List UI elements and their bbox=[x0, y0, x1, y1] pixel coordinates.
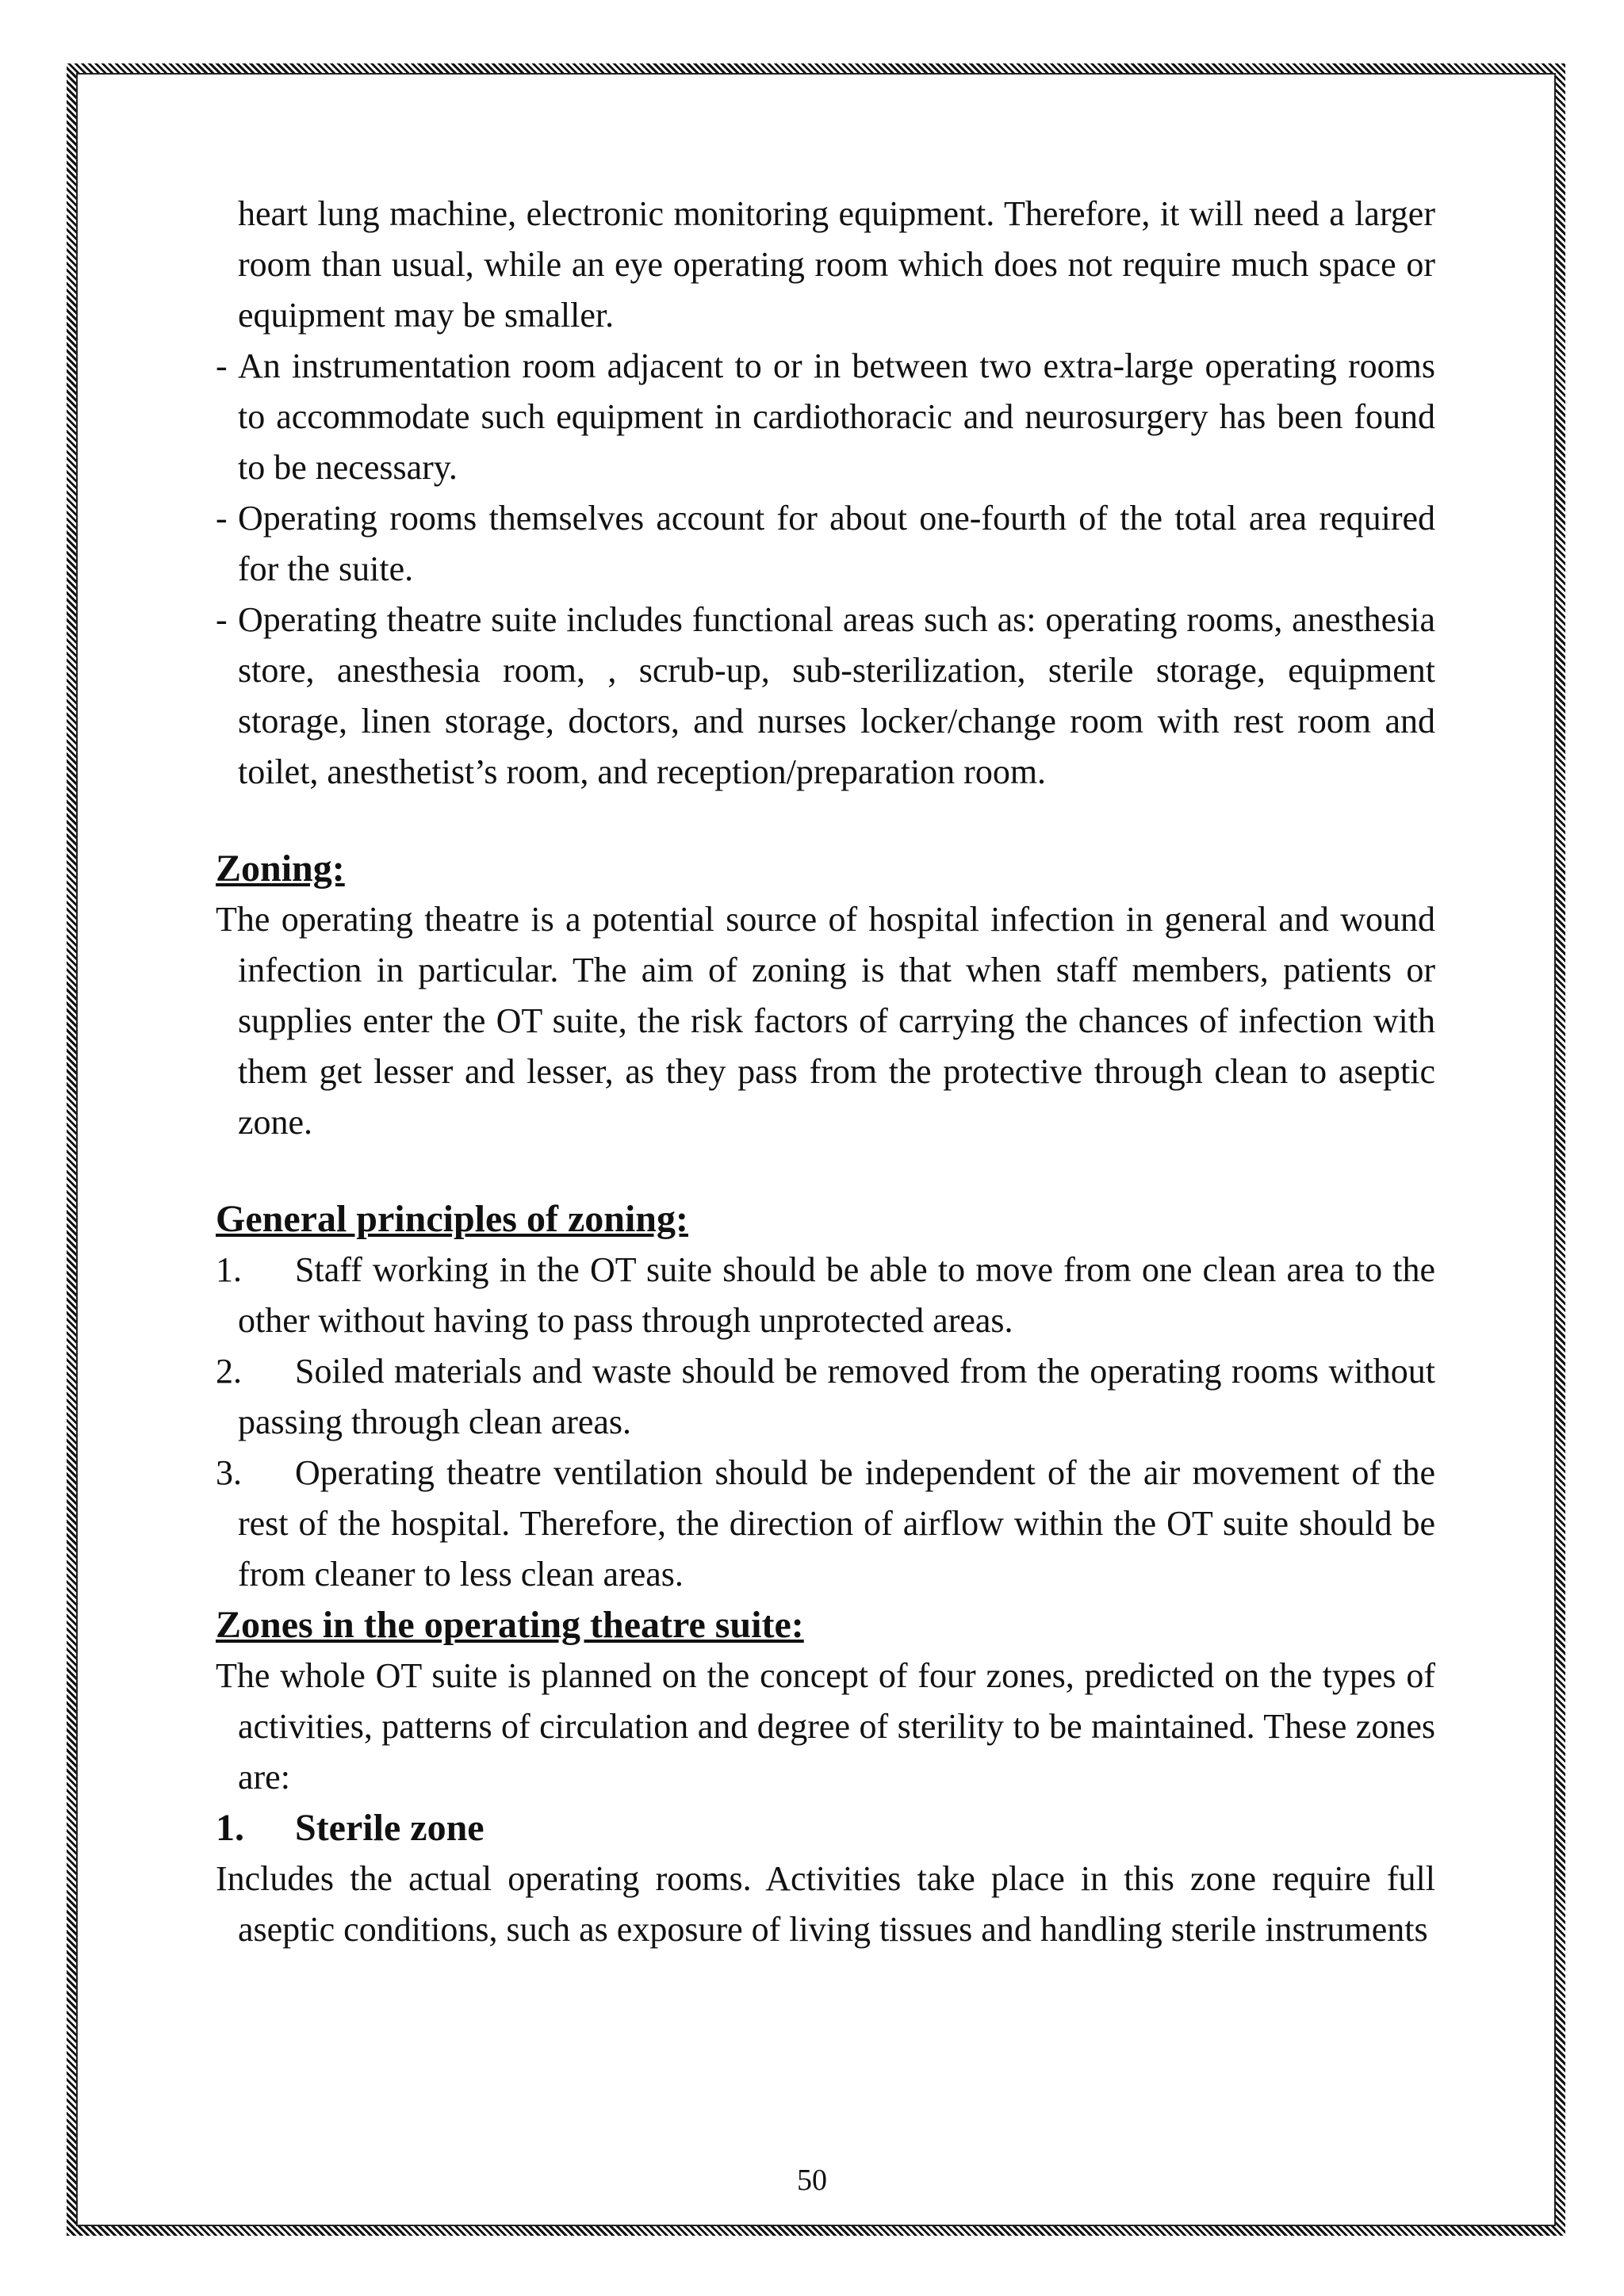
principle-item bbox=[216, 1346, 1435, 1448]
zoning-heading: Zoning: bbox=[216, 848, 345, 890]
principle-item bbox=[216, 1448, 1435, 1600]
page-number: 50 bbox=[797, 2164, 827, 2197]
bullet-text: Operating rooms themselves account for about one-fourth of the total area required for the suite. bbox=[238, 499, 1435, 588]
sterile-zone-number: 1. bbox=[216, 1807, 244, 1849]
bullet-text: Operating theatre suite includes functional areas such as: operating rooms, anesthesia store, anesthesia room, , scrub-up, sub-sterilization, sterile storage, equipment storage, linen storage, doctors, and nurses locker/change room with rest room and toilet, anesthetist’s room, and reception/preparation room. bbox=[238, 600, 1435, 791]
principle-text: Staff working in the OT suite should be able to move from one clean area to the other without having to pass through unprotected areas. bbox=[238, 1250, 1435, 1340]
principle-item bbox=[216, 1245, 1435, 1346]
continuation-paragraph: heart lung machine, electronic monitoring equipment. Therefore, it will need a larger room than usual, while an eye operating room which does not require much space or equipment may be smaller. bbox=[238, 194, 1435, 335]
sterile-zone-title: Sterile zone bbox=[295, 1807, 485, 1849]
zones-heading: Zones in the operating theatre suite: bbox=[216, 1604, 804, 1646]
bullet-item bbox=[216, 341, 1435, 493]
zones-paragraph: The whole OT suite is planned on the concept of four zones, predicted on the types of activities, patterns of circulation and degree of sterility to be maintained. These zones are: bbox=[216, 1656, 1435, 1797]
principle-number: 2. bbox=[216, 1352, 242, 1391]
bullet-marker: - bbox=[216, 499, 228, 538]
bullet-item bbox=[216, 493, 1435, 595]
bullet-text: An instrumentation room adjacent to or in between two extra-large operating rooms to accommodate such equipment in cardiothoracic and neurosurgery has been found to be necessary. bbox=[238, 346, 1435, 487]
principles-heading: General principles of zoning: bbox=[216, 1198, 688, 1240]
principle-number: 3. bbox=[216, 1453, 242, 1492]
bullet-marker: - bbox=[216, 600, 228, 639]
sterile-zone-heading bbox=[216, 1803, 1435, 1854]
document-body bbox=[216, 189, 1435, 1955]
principle-number: 1. bbox=[216, 1250, 242, 1289]
bullet-item bbox=[216, 595, 1435, 798]
sterile-zone-paragraph: Includes the actual operating rooms. Activities take place in this zone require full aseptic conditions, such as exposure of living tissues and handling sterile instruments bbox=[216, 1859, 1435, 1949]
principle-text: Operating theatre ventilation should be independent of the air movement of the rest of the hospital. Therefore, the direction of airflow within the OT suite should be from cleaner to less clean areas. bbox=[238, 1453, 1435, 1594]
principle-text: Soiled materials and waste should be removed from the operating rooms without passing through clean areas. bbox=[238, 1352, 1435, 1441]
zoning-paragraph: The operating theatre is a potential source of hospital infection in general and wound infection in particular. The aim of zoning is that when staff members, patients or supplies enter the OT suite, the risk factors of carrying the chances of infection with them get lesser and lesser, as they pass from the protective through clean to aseptic zone. bbox=[216, 900, 1435, 1142]
bullet-marker: - bbox=[216, 346, 228, 385]
